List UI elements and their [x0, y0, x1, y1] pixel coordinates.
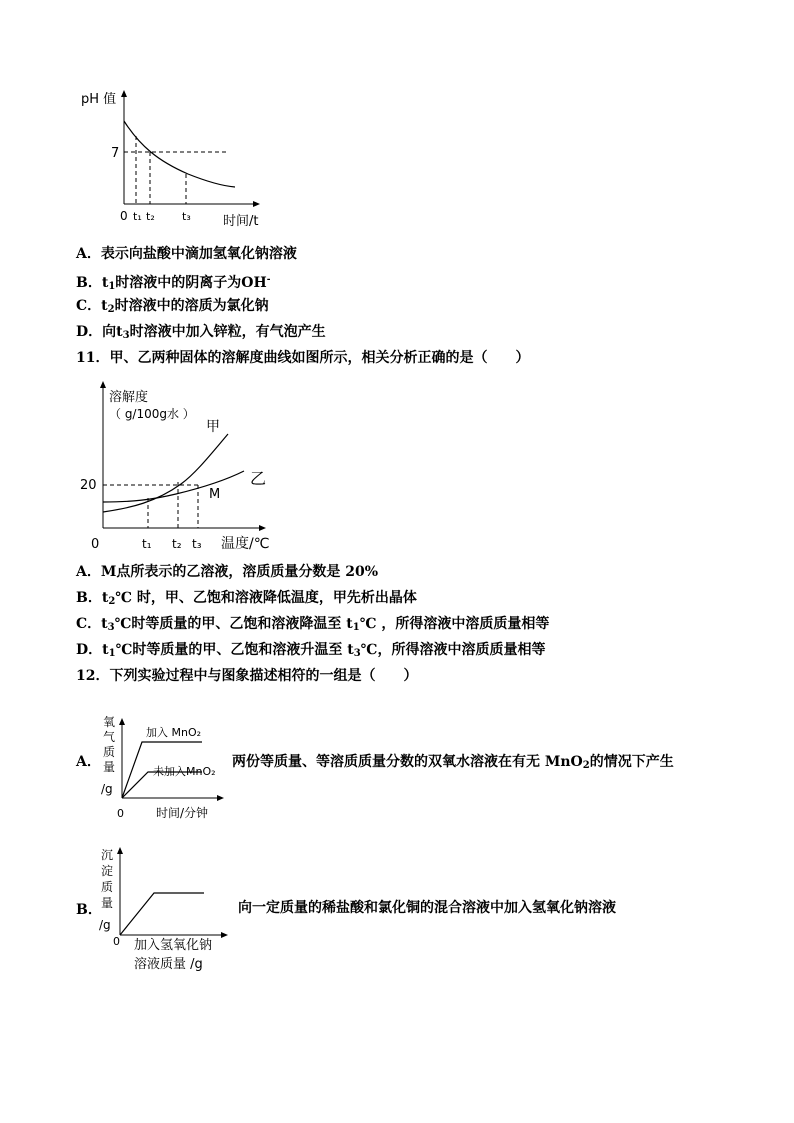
q12-option-a-letter[interactable]: A． — [76, 754, 101, 770]
option-text2: ℃ ，所得溶液中溶质质量相等 — [359, 616, 550, 632]
option-sub: 2 — [108, 596, 116, 607]
desc-sub: 2 — [582, 760, 590, 771]
y-label-char: 氧 — [103, 715, 116, 729]
q10-option-a[interactable] — [76, 245, 297, 263]
option-letter: B． — [76, 275, 102, 291]
y-label-char: 质 — [103, 745, 116, 759]
q11-stem: 11．甲、乙两种固体的溶解度曲线如图所示，相关分析正确的是（ ） — [76, 350, 530, 366]
option-pre: t — [102, 642, 109, 658]
desc-pre: 两份等质量、等溶质质量分数的双氧水溶液在有无 MnO — [232, 754, 583, 770]
option-sub: 3 — [122, 330, 130, 341]
q11-option-d[interactable] — [76, 641, 545, 663]
y-axis-arrow — [119, 718, 125, 725]
q11-option-c[interactable] — [76, 615, 549, 637]
option-pre: t — [101, 616, 108, 632]
ph7-tick: 7 — [111, 146, 120, 161]
point-m-label: M — [209, 487, 221, 502]
x-axis-arrow — [221, 932, 228, 938]
y-tick-20: 20 — [80, 478, 97, 493]
option-letter: D． — [76, 324, 103, 340]
y-axis-arrow — [117, 847, 123, 854]
option-pre: t — [101, 590, 109, 606]
option-letter: D． — [76, 642, 103, 658]
option-pre: t — [101, 275, 109, 291]
origin-label: 0 — [117, 807, 124, 820]
ph-curve — [124, 121, 235, 187]
line-without-mno2-label: 未加入MnO₂ — [153, 765, 216, 778]
t3-tick: t₃ — [192, 537, 202, 551]
option-letter: A． — [76, 246, 101, 262]
option-sub: 2 — [107, 304, 115, 315]
t2-tick: t₂ — [172, 537, 182, 551]
x-axis-arrow — [259, 525, 266, 531]
q12-option-b-desc[interactable]: 向一定质量的稀盐酸和氯化铜的混合溶液中加入氢氧化钠溶液 — [238, 900, 616, 916]
y-axis-arrow — [121, 90, 127, 97]
q10-option-b[interactable] — [76, 271, 270, 296]
y-axis-label: pH 值 — [81, 92, 117, 107]
option-text2: ℃，所得溶液中溶质质量相等 — [360, 642, 546, 658]
y-label-char: /g — [99, 918, 111, 932]
option-letter: C． — [76, 616, 102, 632]
y-label-char: 淀 — [101, 864, 114, 878]
t1-tick: t₁ — [133, 210, 142, 223]
x-axis-arrow — [253, 201, 260, 207]
curve-yi-label: 乙 — [250, 469, 267, 488]
q10-option-c[interactable] — [76, 297, 269, 319]
y-label-char: 气 — [103, 730, 116, 744]
x-axis-label: 时间/分钟 — [156, 806, 209, 820]
q10-option-d[interactable] — [76, 323, 326, 345]
curve-yi — [103, 471, 244, 502]
origin-label: 0 — [120, 209, 128, 223]
option-sub: 1 — [108, 648, 116, 659]
y-label-char: 质 — [101, 880, 114, 894]
t3-tick: t₃ — [182, 210, 191, 223]
y-label-char: 沉 — [101, 848, 114, 862]
t1-tick: t₁ — [142, 537, 152, 551]
y-label-char: 量 — [101, 896, 114, 910]
solubility-figure — [76, 376, 276, 556]
option-sub: 3 — [107, 622, 115, 633]
option-text: 表示向盐酸中滴加氢氧化钠溶液 — [100, 246, 297, 262]
origin-label: 0 — [91, 537, 100, 552]
q12-option-a-desc[interactable] — [232, 753, 674, 775]
precipitate-figure — [98, 845, 248, 975]
origin-label: 0 — [113, 935, 120, 948]
q12-option-b-letter[interactable]: B． — [76, 902, 102, 918]
option-text: 时溶液中的溶质为氯化钠 — [114, 298, 269, 314]
option-letter: C． — [76, 298, 102, 314]
x-axis-arrow — [217, 795, 224, 801]
q11-option-a[interactable] — [76, 563, 378, 581]
q11-option-b[interactable] — [76, 589, 417, 611]
y-axis-arrow — [100, 381, 106, 388]
option-sup: - — [266, 275, 271, 285]
y-label-char: /g — [101, 782, 113, 796]
oxygen-figure — [98, 712, 228, 824]
option-pre: 向t — [102, 324, 123, 340]
q12-stem: 12．下列实验过程中与图象描述相符的一组是（ ） — [76, 668, 418, 684]
y-label-char: 量 — [103, 760, 116, 774]
option-letter: B． — [76, 590, 102, 606]
t2-tick: t₂ — [146, 210, 155, 223]
option-sub2: 3 — [353, 648, 361, 659]
desc-post: 的情况下产生 — [589, 754, 674, 770]
option-sub2: 1 — [352, 622, 360, 633]
option-text: M点所表示的乙溶液，溶质质量分数是 20% — [100, 564, 379, 580]
x-axis-label: 加入氢氧化钠 — [134, 938, 213, 953]
option-letter: A． — [76, 564, 101, 580]
option-text: ℃时等质量的甲、乙饱和溶液降温至 t — [114, 616, 353, 632]
x-axis-unit: 溶液质量 /g — [134, 957, 203, 972]
y-axis-unit: （ g/100g水 ） — [109, 407, 195, 421]
y-axis-label — [101, 715, 115, 796]
option-text: 时溶液中的阴离子为OH — [115, 275, 267, 291]
option-sub: 1 — [108, 281, 116, 292]
x-axis-label: 时间/t — [223, 214, 259, 229]
option-text: ℃ 时，甲、乙饱和溶液降低温度，甲先析出晶体 — [115, 590, 417, 606]
line-with-mno2-label: 加入 MnO₂ — [146, 726, 202, 739]
curve-jia-label: 甲 — [206, 419, 220, 435]
x-axis-label: 温度/℃ — [221, 536, 270, 552]
y-axis-label — [99, 848, 113, 932]
option-text: ℃时等质量的甲、乙饱和溶液升温至 t — [115, 642, 354, 658]
y-axis-label: 溶解度 — [109, 390, 149, 405]
option-text: 时溶液中加入锌粒，有气泡产生 — [129, 324, 326, 340]
option-pre: t — [101, 298, 108, 314]
ph-curve-figure — [78, 86, 278, 231]
precipitate-line — [120, 893, 204, 935]
